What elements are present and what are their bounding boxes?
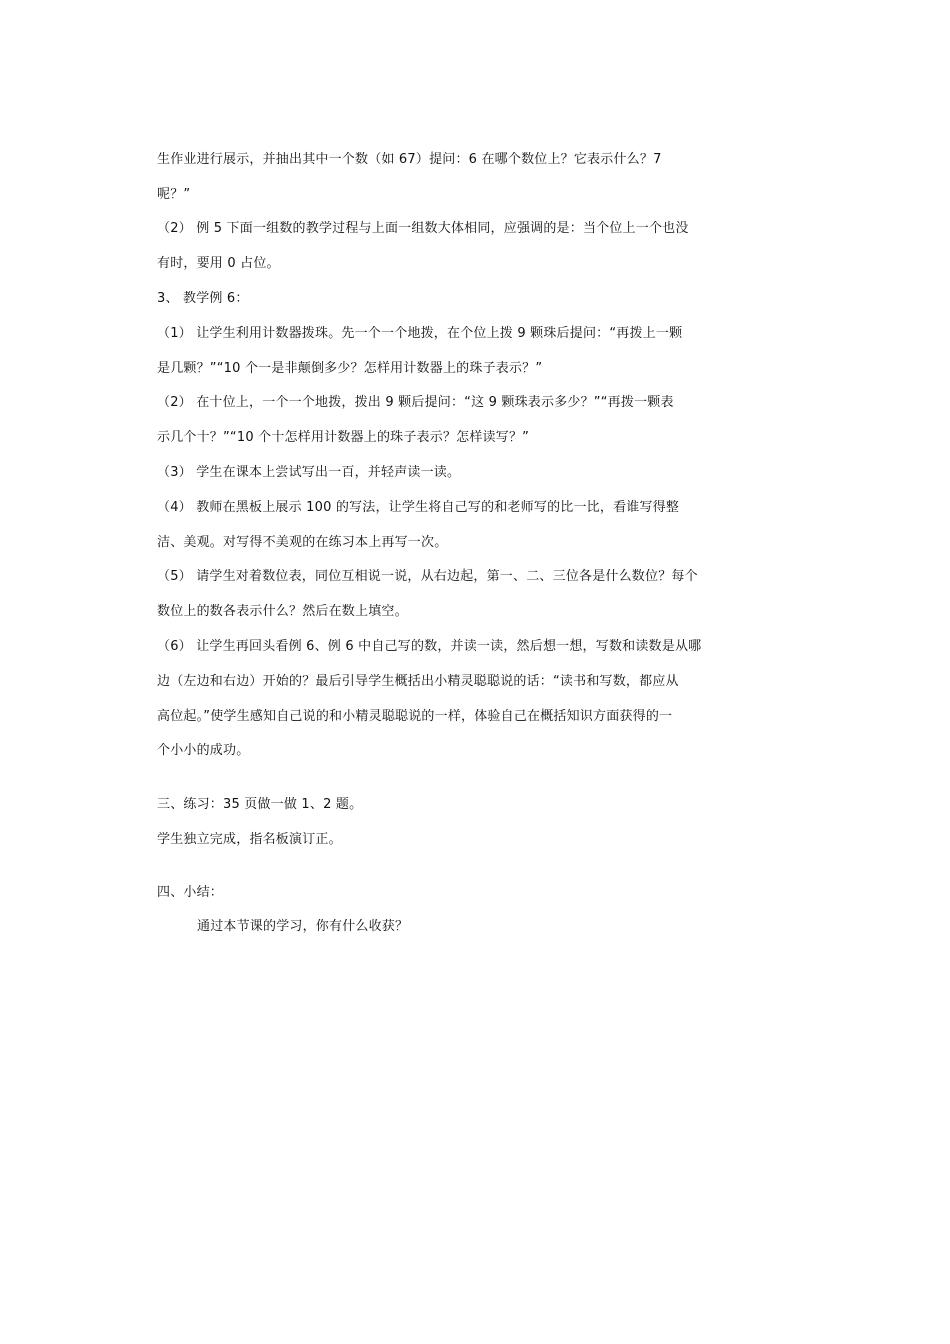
text-line: 边（左边和右边）开始的？最后引导学生概括出小精灵聪聪说的话：“读书和写数，都应从: [157, 674, 679, 689]
text-line: （3） 学生在课本上尝试写出一百，并轻声读一读。: [157, 465, 461, 480]
text-line: 生作业进行展示，并抽出其中一个数（如 67）提问：6 在哪个数位上？它表示什么？7: [157, 152, 662, 167]
text-line: （5） 请学生对着数位表，同位互相说一说，从右边起，第一、二、三位各是什么数位？每个: [157, 569, 698, 584]
text-line: 是几颗？”“10 个一是非颠倒多少？怎样用计数器上的珠子表示？”: [157, 361, 543, 376]
text-line: 个小小的成功。: [157, 743, 250, 758]
text-line: （2） 例 5 下面一组数的教学过程与上面一组数大体相同，应强调的是：当个位上一个也没: [157, 221, 689, 236]
text-line: 高位起。”使学生感知自己说的和小精灵聪聪说的一样，体验自己在概括知识方面获得的一: [157, 709, 673, 724]
text-line: 数位上的数各表示什么？然后在数上填空。: [157, 604, 408, 619]
text-line: 通过本节课的学习，你有什么收获？: [197, 919, 409, 934]
text-line: 学生独立完成，指名板演订正。: [157, 832, 342, 847]
text-line: 示几个十？”“10 个十怎样用计数器上的珠子表示？怎样读写？”: [157, 430, 530, 445]
section-heading: 三、练习：35 页做一做 1、2 题。: [157, 797, 363, 812]
text-line: 呢？”: [157, 187, 191, 202]
section-heading: 四、小结：: [157, 885, 224, 900]
text-line: （6） 让学生再回头看例 6、例 6 中自己写的数，并读一读，然后想一想，写数和读数是从哪: [157, 639, 702, 654]
text-line: （4） 教师在黑板上展示 100 的写法，让学生将自己写的和老师写的比一比，看谁写得整: [157, 500, 680, 515]
text-line: 洁、美观。对写得不美观的在练习本上再写一次。: [157, 535, 448, 550]
text-line: 有时，要用 0 占位。: [157, 256, 280, 271]
text-line: （2） 在十位上，一个一个地拨，拨出 9 颗后提问：“这 9 颗珠表示多少？”“再拨一颗表: [157, 395, 674, 410]
text-line: （1） 让学生利用计数器拨珠。先一个一个地拨，在个位上拨 9 颗珠后提问：“再拨上一颗: [157, 326, 683, 341]
section-heading: 3、 教学例 6：: [157, 291, 249, 306]
